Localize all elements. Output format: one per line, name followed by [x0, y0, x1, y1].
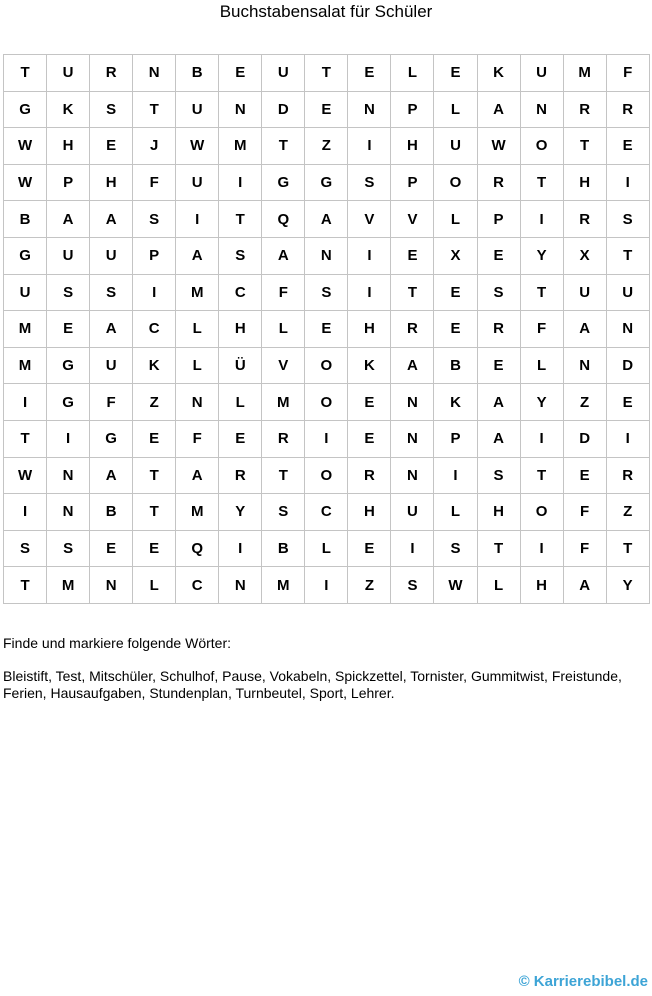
grid-cell: W — [434, 567, 477, 604]
grid-cell: M — [219, 128, 262, 165]
grid-cell: I — [606, 420, 649, 457]
grid-cell: Z — [563, 384, 606, 421]
grid-cell: S — [90, 91, 133, 128]
grid-cell: R — [348, 457, 391, 494]
grid-cell: Z — [348, 567, 391, 604]
grid-cell: N — [563, 347, 606, 384]
grid-cell: M — [563, 55, 606, 92]
grid-cell: E — [391, 237, 434, 274]
grid-cell: A — [90, 311, 133, 348]
grid-cell: U — [47, 237, 90, 274]
grid-cell: X — [434, 237, 477, 274]
grid-cell: K — [434, 384, 477, 421]
grid-row — [4, 347, 650, 384]
grid-cell: T — [391, 274, 434, 311]
grid-cell: L — [176, 311, 219, 348]
grid-cell: E — [305, 91, 348, 128]
grid-cell: N — [47, 494, 90, 531]
grid-cell: N — [606, 311, 649, 348]
grid-cell: T — [520, 164, 563, 201]
grid-cell: N — [133, 55, 176, 92]
grid-cell: H — [47, 128, 90, 165]
grid-cell: X — [563, 237, 606, 274]
grid-cell: N — [305, 237, 348, 274]
grid-cell: C — [219, 274, 262, 311]
grid-cell: E — [219, 55, 262, 92]
grid-cell: G — [90, 420, 133, 457]
grid-cell: F — [133, 164, 176, 201]
grid-cell: T — [133, 457, 176, 494]
grid-cell: B — [90, 494, 133, 531]
grid-cell: G — [47, 347, 90, 384]
grid-cell: N — [348, 91, 391, 128]
grid-cell: S — [47, 274, 90, 311]
grid-cell: W — [477, 128, 520, 165]
grid-cell: R — [262, 420, 305, 457]
grid-row — [4, 530, 650, 567]
copyright-footer: © Karrierebibel.de — [518, 973, 648, 990]
grid-cell: C — [133, 311, 176, 348]
grid-cell: E — [477, 237, 520, 274]
grid-cell: P — [477, 201, 520, 238]
grid-cell: Y — [606, 567, 649, 604]
grid-cell: T — [606, 530, 649, 567]
grid-cell: A — [563, 311, 606, 348]
grid-row — [4, 164, 650, 201]
grid-cell: M — [4, 347, 47, 384]
grid-cell: E — [47, 311, 90, 348]
grid-cell: B — [262, 530, 305, 567]
grid-cell: I — [4, 494, 47, 531]
grid-cell: O — [305, 347, 348, 384]
grid-cell: S — [606, 201, 649, 238]
grid-cell: E — [219, 420, 262, 457]
grid-cell: H — [477, 494, 520, 531]
grid-cell: W — [176, 128, 219, 165]
grid-cell: N — [391, 384, 434, 421]
grid-cell: S — [90, 274, 133, 311]
grid-cell: A — [477, 384, 520, 421]
grid-cell: F — [90, 384, 133, 421]
grid-cell: W — [4, 457, 47, 494]
grid-cell: L — [133, 567, 176, 604]
grid-cell: L — [434, 494, 477, 531]
grid-cell: B — [4, 201, 47, 238]
grid-cell: U — [4, 274, 47, 311]
grid-cell: I — [606, 164, 649, 201]
grid-cell: U — [90, 237, 133, 274]
grid-cell: S — [219, 237, 262, 274]
grid-cell: R — [90, 55, 133, 92]
grid-cell: A — [305, 201, 348, 238]
grid-row — [4, 237, 650, 274]
grid-cell: N — [90, 567, 133, 604]
grid-cell: A — [176, 237, 219, 274]
grid-cell: L — [520, 347, 563, 384]
grid-cell: L — [305, 530, 348, 567]
grid-cell: T — [305, 55, 348, 92]
grid-cell: Q — [176, 530, 219, 567]
grid-cell: T — [520, 457, 563, 494]
grid-cell: O — [305, 384, 348, 421]
grid-cell: L — [262, 311, 305, 348]
grid-cell: P — [47, 164, 90, 201]
grid-cell: A — [477, 420, 520, 457]
grid-cell: I — [348, 274, 391, 311]
grid-cell: R — [477, 164, 520, 201]
grid-cell: C — [305, 494, 348, 531]
grid-cell: U — [176, 164, 219, 201]
grid-cell: S — [262, 494, 305, 531]
grid-cell: S — [477, 274, 520, 311]
grid-cell: D — [563, 420, 606, 457]
grid-cell: G — [4, 237, 47, 274]
grid-cell: R — [477, 311, 520, 348]
grid-cell: T — [133, 494, 176, 531]
grid-cell: E — [348, 55, 391, 92]
grid-cell: M — [4, 311, 47, 348]
grid-cell: E — [477, 347, 520, 384]
grid-row — [4, 567, 650, 604]
grid-cell: I — [47, 420, 90, 457]
grid-cell: Ü — [219, 347, 262, 384]
grid-cell: H — [348, 311, 391, 348]
grid-cell: I — [4, 384, 47, 421]
grid-cell: A — [262, 237, 305, 274]
grid-cell: M — [262, 567, 305, 604]
grid-cell: R — [606, 457, 649, 494]
grid-cell: T — [262, 457, 305, 494]
grid-cell: U — [90, 347, 133, 384]
grid-cell: K — [47, 91, 90, 128]
grid-cell: L — [391, 55, 434, 92]
grid-cell: Z — [305, 128, 348, 165]
grid-cell: F — [520, 311, 563, 348]
grid-cell: U — [434, 128, 477, 165]
grid-cell: S — [133, 201, 176, 238]
grid-cell: I — [520, 201, 563, 238]
grid-cell: A — [90, 457, 133, 494]
grid-cell: A — [563, 567, 606, 604]
grid-cell: T — [4, 567, 47, 604]
grid-cell: E — [348, 530, 391, 567]
grid-row — [4, 55, 650, 92]
grid-cell: S — [391, 567, 434, 604]
grid-cell: E — [305, 311, 348, 348]
grid-cell: T — [133, 91, 176, 128]
grid-cell: E — [606, 384, 649, 421]
grid-cell: Y — [520, 384, 563, 421]
grid-cell: K — [348, 347, 391, 384]
grid-cell: A — [47, 201, 90, 238]
grid-cell: T — [606, 237, 649, 274]
grid-cell: Z — [133, 384, 176, 421]
grid-row — [4, 494, 650, 531]
grid-cell: M — [176, 494, 219, 531]
grid-cell: F — [563, 530, 606, 567]
grid-cell: E — [606, 128, 649, 165]
grid-cell: M — [176, 274, 219, 311]
grid-cell: T — [219, 201, 262, 238]
grid-cell: P — [391, 91, 434, 128]
grid-cell: I — [176, 201, 219, 238]
grid-cell: Q — [262, 201, 305, 238]
grid-cell: G — [305, 164, 348, 201]
grid-cell: H — [520, 567, 563, 604]
grid-cell: I — [348, 128, 391, 165]
grid-cell: W — [4, 164, 47, 201]
grid-cell: Y — [520, 237, 563, 274]
grid-cell: G — [4, 91, 47, 128]
grid-cell: A — [176, 457, 219, 494]
grid-cell: E — [90, 128, 133, 165]
grid-row — [4, 201, 650, 238]
grid-cell: L — [434, 201, 477, 238]
grid-cell: E — [133, 420, 176, 457]
grid-cell: S — [4, 530, 47, 567]
grid-cell: L — [434, 91, 477, 128]
grid-cell: W — [4, 128, 47, 165]
grid-cell: R — [563, 91, 606, 128]
grid-cell: F — [262, 274, 305, 311]
grid-cell: A — [90, 201, 133, 238]
instruction-text: Finde und markiere folgende Wörter: — [3, 635, 231, 651]
grid-cell: A — [477, 91, 520, 128]
grid-cell: T — [4, 55, 47, 92]
grid-cell: F — [176, 420, 219, 457]
grid-cell: N — [219, 91, 262, 128]
grid-cell: B — [176, 55, 219, 92]
grid-cell: O — [305, 457, 348, 494]
grid-cell: I — [133, 274, 176, 311]
grid-cell: E — [563, 457, 606, 494]
grid-cell: U — [262, 55, 305, 92]
grid-cell: K — [133, 347, 176, 384]
grid-cell: E — [348, 420, 391, 457]
grid-cell: B — [434, 347, 477, 384]
grid-cell: U — [176, 91, 219, 128]
grid-cell: F — [563, 494, 606, 531]
grid-cell: H — [219, 311, 262, 348]
grid-cell: U — [563, 274, 606, 311]
grid-cell: S — [348, 164, 391, 201]
grid-cell: L — [219, 384, 262, 421]
grid-cell: A — [391, 347, 434, 384]
grid-cell: I — [305, 420, 348, 457]
page-title: Buchstabensalat für Schüler — [219, 2, 433, 21]
grid-cell: M — [262, 384, 305, 421]
grid-cell: O — [520, 494, 563, 531]
grid-cell: R — [606, 91, 649, 128]
grid-cell: U — [391, 494, 434, 531]
grid-cell: V — [348, 201, 391, 238]
grid-cell: O — [520, 128, 563, 165]
grid-row — [4, 91, 650, 128]
grid-cell: P — [133, 237, 176, 274]
grid-row — [4, 384, 650, 421]
grid-cell: N — [176, 384, 219, 421]
grid-cell: G — [262, 164, 305, 201]
grid-cell: I — [520, 530, 563, 567]
grid-cell: E — [133, 530, 176, 567]
grid-cell: J — [133, 128, 176, 165]
grid-cell: I — [391, 530, 434, 567]
grid-cell: P — [391, 164, 434, 201]
grid-cell: N — [391, 420, 434, 457]
grid-cell: D — [606, 347, 649, 384]
grid-row — [4, 457, 650, 494]
grid-cell: I — [305, 567, 348, 604]
grid-cell: S — [47, 530, 90, 567]
grid-cell: H — [391, 128, 434, 165]
grid-row — [4, 311, 650, 348]
grid-cell: T — [477, 530, 520, 567]
grid-cell: I — [348, 237, 391, 274]
grid-cell: E — [434, 55, 477, 92]
grid-cell: P — [434, 420, 477, 457]
grid-cell: E — [434, 274, 477, 311]
grid-cell: V — [391, 201, 434, 238]
grid-cell: Z — [606, 494, 649, 531]
grid-body — [4, 55, 650, 604]
grid-cell: I — [434, 457, 477, 494]
grid-cell: E — [90, 530, 133, 567]
grid-cell: R — [219, 457, 262, 494]
grid-cell: T — [563, 128, 606, 165]
grid-cell: U — [47, 55, 90, 92]
grid-cell: Y — [219, 494, 262, 531]
grid-cell: L — [176, 347, 219, 384]
grid-cell: H — [348, 494, 391, 531]
grid-cell: S — [434, 530, 477, 567]
grid-cell: N — [391, 457, 434, 494]
grid-cell: C — [176, 567, 219, 604]
grid-cell: S — [477, 457, 520, 494]
grid-cell: V — [262, 347, 305, 384]
grid-cell: I — [219, 530, 262, 567]
grid-cell: O — [434, 164, 477, 201]
grid-cell: T — [520, 274, 563, 311]
grid-cell: U — [520, 55, 563, 92]
word-list: Bleistift, Test, Mitschüler, Schulhof, Pause, Vokabeln, Spickzettel, Tornister, Gummitwist, Freistunde, Ferien, Hausaufgaben, Stundenplan, Turnbeutel, Sport, Lehrer. — [3, 668, 622, 701]
grid-cell: E — [434, 311, 477, 348]
grid-cell: L — [477, 567, 520, 604]
grid-cell: I — [520, 420, 563, 457]
grid-cell: N — [219, 567, 262, 604]
grid-cell: K — [477, 55, 520, 92]
grid-cell: R — [391, 311, 434, 348]
grid-cell: T — [4, 420, 47, 457]
grid-cell: N — [520, 91, 563, 128]
grid-cell: H — [563, 164, 606, 201]
grid-cell: R — [563, 201, 606, 238]
grid-cell: U — [606, 274, 649, 311]
grid-cell: G — [47, 384, 90, 421]
grid-cell: H — [90, 164, 133, 201]
grid-cell: D — [262, 91, 305, 128]
grid-cell: M — [47, 567, 90, 604]
grid-cell: T — [262, 128, 305, 165]
grid-cell: E — [348, 384, 391, 421]
grid-cell: S — [305, 274, 348, 311]
grid-row — [4, 274, 650, 311]
grid-cell: I — [219, 164, 262, 201]
grid-row — [4, 420, 650, 457]
grid-cell: N — [47, 457, 90, 494]
word-search-grid — [3, 54, 650, 604]
grid-cell: F — [606, 55, 649, 92]
grid-row — [4, 128, 650, 165]
